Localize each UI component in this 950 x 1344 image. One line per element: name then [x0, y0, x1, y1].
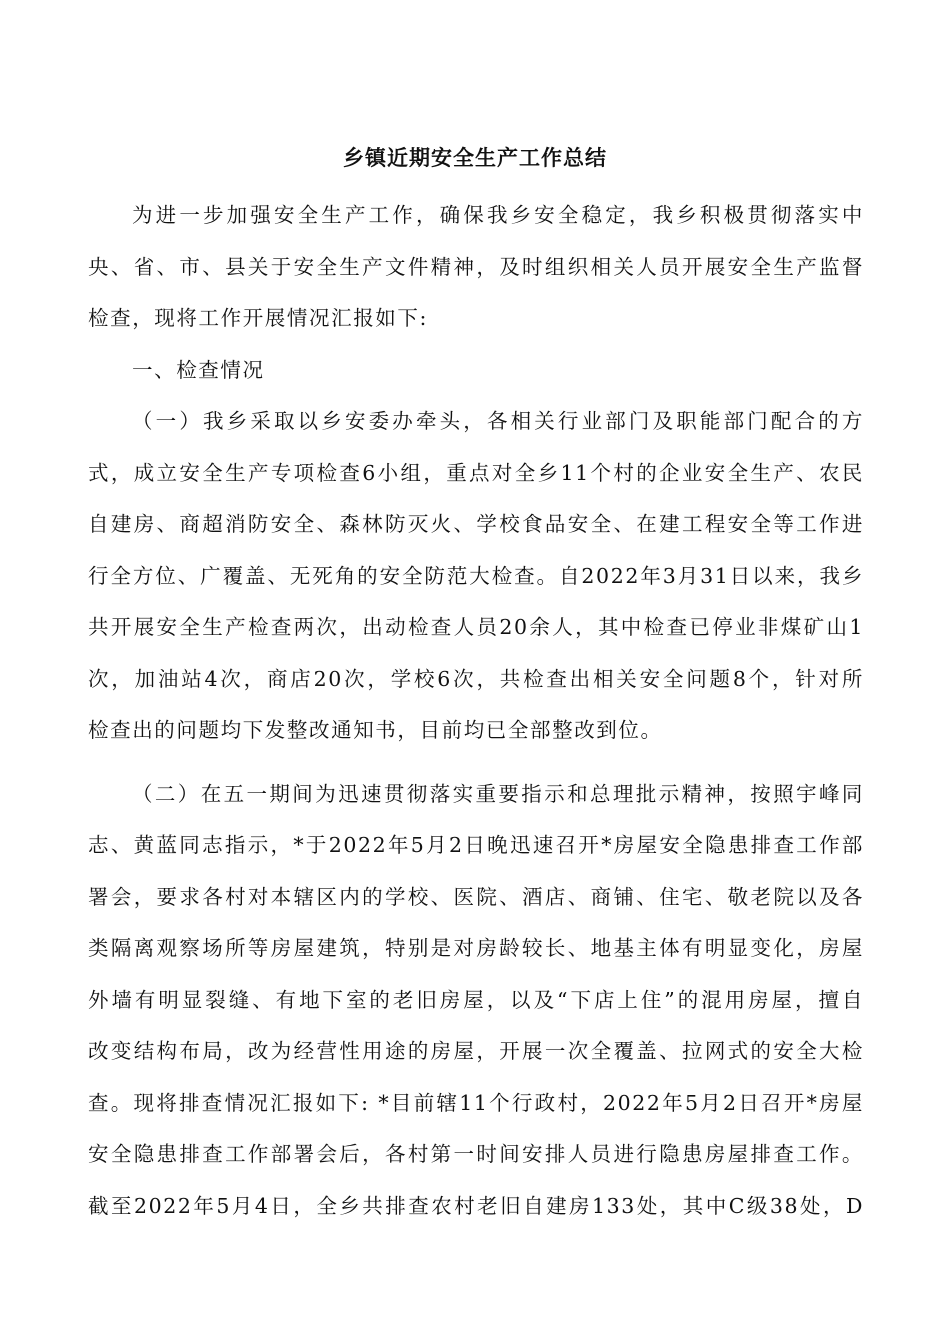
paragraph-line: 类隔离观察场所等房屋建筑，特别是对房龄较长、地基主体有明显变化，房屋 — [88, 936, 864, 960]
paragraph-line: 外墙有明显裂缝、有地下室的老旧房屋，以及“下店上住”的混用房屋，擅自 — [88, 987, 864, 1012]
document-title: 乡镇近期安全生产工作总结 — [343, 146, 607, 170]
paragraph-line: 改变结构布局，改为经营性用途的房屋，开展一次全覆盖、拉网式的安全大检 — [88, 1039, 864, 1063]
paragraph-line: 次，加油站4次，商店20次，学校6次，共检查出相关安全问题8个，针对所 — [88, 666, 864, 691]
paragraph-line: （二）在五一期间为迅速贯彻落实重要指示和总理批示精神，按照宇峰同 — [132, 781, 864, 806]
paragraph-line: 截至2022年5月4日，全乡共排查农村老旧自建房133处，其中C级38处，D — [88, 1193, 864, 1218]
paragraph-line: 检查出的问题均下发整改通知书，目前均已全部整改到位。 — [88, 718, 663, 742]
paragraph-line: 查。现将排查情况汇报如下: *目前辖11个行政村，2022年5月2日召开*房屋 — [88, 1090, 864, 1115]
paragraph-line: 署会，要求各村对本辖区内的学校、医院、酒店、商铺、住宅、敬老院以及各 — [88, 884, 864, 909]
paragraph-intro — [88, 190, 864, 345]
paragraph-inspection-1 — [88, 396, 864, 757]
paragraph-line: 为进一步加强安全生产工作，确保我乡安全稳定，我乡积极贯彻落实中 — [132, 203, 864, 227]
section-heading-text: 一、检查情况 — [132, 357, 265, 382]
paragraph-line: 安全隐患排查工作部署会后，各村第一时间安排人员进行隐患房屋排查工作。 — [88, 1142, 864, 1166]
paragraph-line: 式，成立安全生产专项检查6小组，重点对全乡11个村的企业安全生产、农民 — [88, 460, 864, 485]
paragraph-line: 检查，现将工作开展情况汇报如下: — [88, 306, 429, 330]
document-body — [88, 190, 864, 1232]
paragraph-line: 行全方位、广覆盖、无死角的安全防范大检查。自2022年3月31日以来，我乡 — [88, 563, 864, 588]
paragraph-line: 志、黄蓝同志指示，*于2022年5月2日晚迅速召开*房屋安全隐患排查工作部 — [88, 833, 864, 857]
paragraph-line: 央、省、市、县关于安全生产文件精神，及时组织相关人员开展安全生产监督 — [88, 254, 864, 279]
paragraph-line: （一）我乡采取以乡安委办牵头，各相关行业部门及职能部门配合的方 — [132, 409, 864, 433]
section-heading — [88, 345, 864, 397]
paragraph-line: 共开展安全生产检查两次，出动检查人员20余人，其中检查已停业非煤矿山1 — [88, 615, 864, 639]
paragraph-inspection-2 — [88, 769, 864, 1233]
paragraph-line: 自建房、商超消防安全、森林防灭火、学校食品安全、在建工程安全等工作进 — [88, 512, 864, 536]
